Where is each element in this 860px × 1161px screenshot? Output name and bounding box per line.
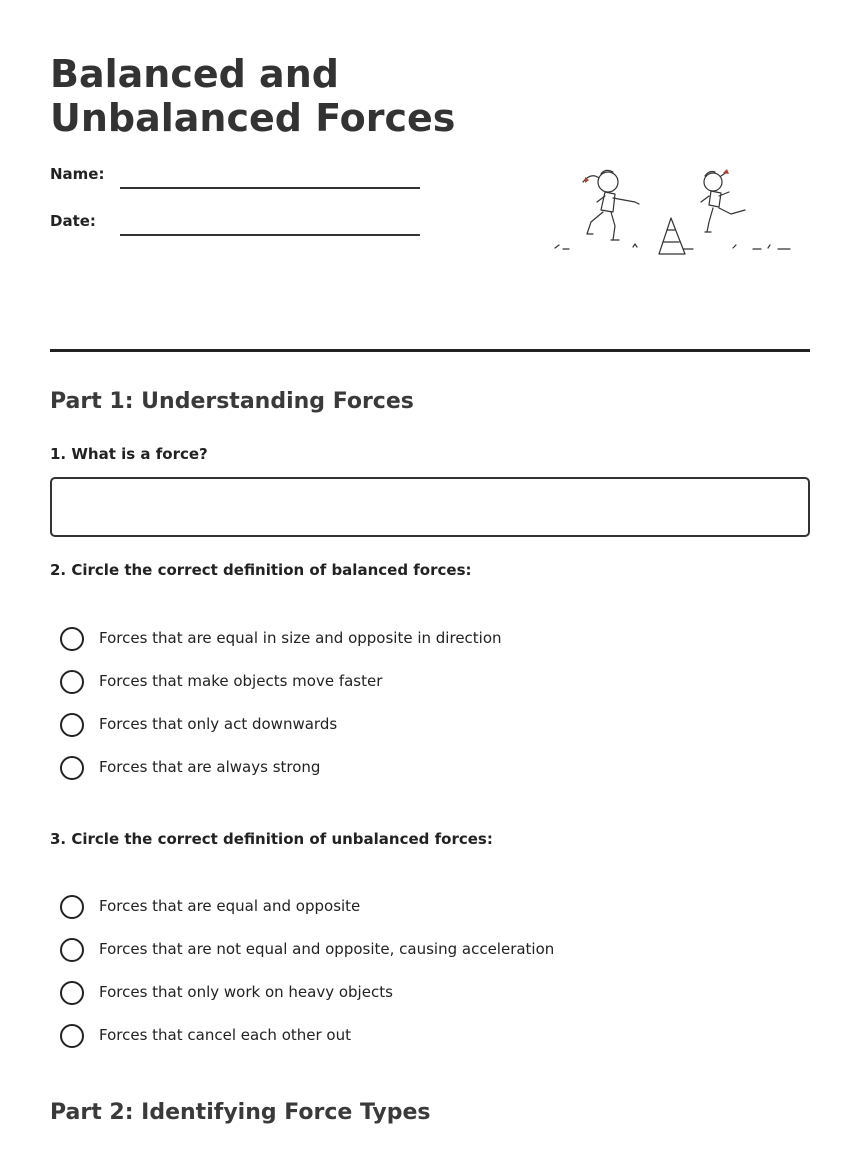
radio-circle-icon[interactable]	[60, 938, 84, 962]
radio-circle-icon[interactable]	[60, 713, 84, 737]
date-input-line[interactable]	[120, 234, 420, 236]
title-line-1: Balanced and	[50, 52, 339, 96]
question-1: 1. What is a force?	[50, 445, 208, 463]
option-label: Forces that only work on heavy objects	[99, 983, 393, 1001]
part2-heading: Part 2: Identifying Force Types	[50, 1100, 431, 1125]
question-3: 3. Circle the correct definition of unbalanced forces:	[50, 830, 493, 848]
option-label: Forces that are equal and opposite	[99, 897, 361, 915]
radio-circle-icon[interactable]	[60, 627, 84, 651]
radio-circle-icon[interactable]	[60, 670, 84, 694]
section-divider	[50, 349, 810, 352]
question-1-answer-box[interactable]	[50, 477, 810, 537]
option-label: Forces that are not equal and opposite, causing acceleration	[99, 940, 555, 958]
radio-circle-icon[interactable]	[60, 756, 84, 780]
part1-heading: Part 1: Understanding Forces	[50, 389, 414, 414]
radio-circle-icon[interactable]	[60, 1024, 84, 1048]
question-2: 2. Circle the correct definition of balanced forces:	[50, 561, 472, 579]
page-title	[50, 52, 490, 140]
radio-circle-icon[interactable]	[60, 981, 84, 1005]
name-field	[50, 165, 420, 195]
name-label: Name:	[50, 165, 105, 183]
title-line-2: Unbalanced Forces	[50, 96, 456, 140]
option-label: Forces that are always strong	[99, 758, 321, 776]
radio-circle-icon[interactable]	[60, 895, 84, 919]
date-label: Date:	[50, 212, 96, 230]
option-label: Forces that make objects move faster	[99, 672, 383, 690]
date-field	[50, 212, 420, 242]
option-label: Forces that only act downwards	[99, 715, 338, 733]
option-label: Forces that cancel each other out	[99, 1026, 351, 1044]
children-playing-illustration	[553, 160, 793, 260]
name-input-line[interactable]	[120, 187, 420, 189]
option-label: Forces that are equal in size and opposite in direction	[99, 629, 502, 647]
